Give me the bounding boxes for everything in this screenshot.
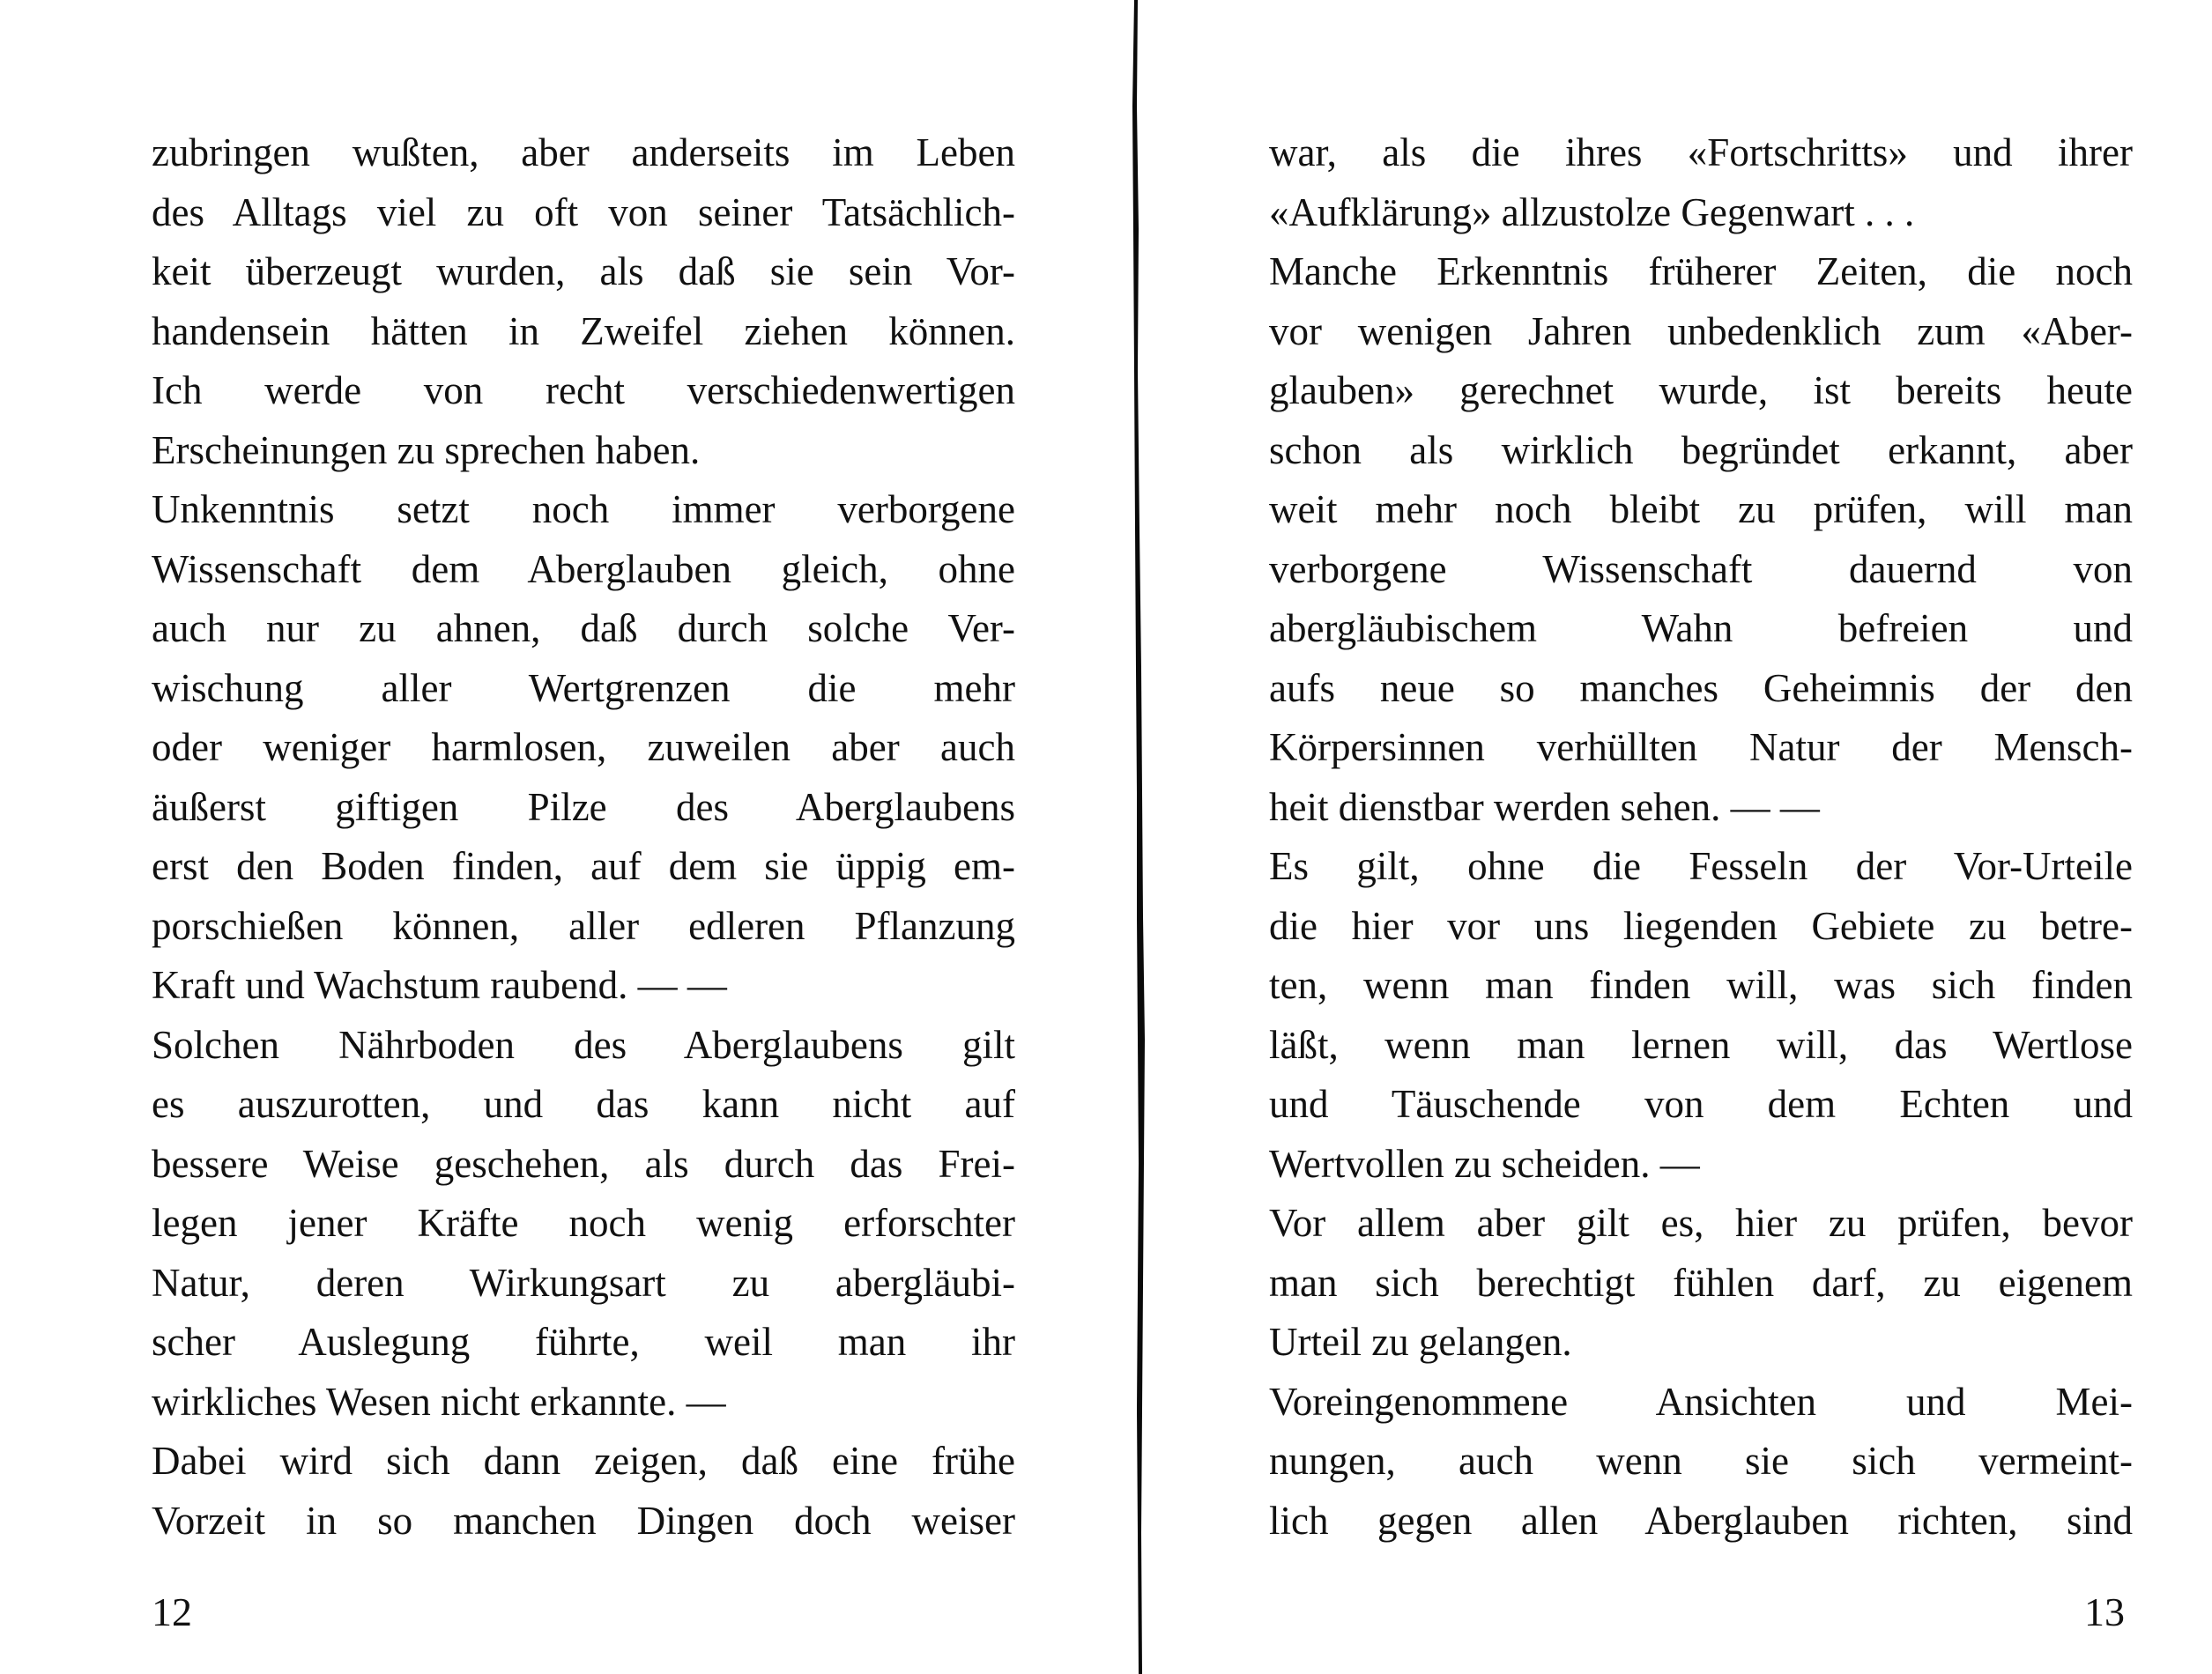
page-number-left: 12: [152, 1589, 192, 1634]
text-line: Manche Erkenntnis früherer Zeiten, die noch: [1269, 249, 2133, 293]
text-line: und Täuschende von dem Echten und: [1269, 1082, 2133, 1126]
text-line: wischung aller Wertgrenzen die mehr: [152, 665, 1015, 710]
text-line: des Alltags viel zu oft von seiner Tatsächlich-: [152, 189, 1015, 234]
left-page-text: [152, 123, 1015, 1551]
text-line: verborgene Wissenschaft dauernd von: [1269, 546, 2133, 591]
text-line: bessere Weise geschehen, als durch das Frei-: [152, 1141, 1015, 1186]
text-line: aufs neue so manches Geheimnis der den: [1269, 665, 2133, 710]
text-line: Solchen Nährboden des Aberglaubens gilt: [152, 1022, 1015, 1067]
text-line: Vor allem aber gilt es, hier zu prüfen, bevor: [1269, 1201, 2133, 1245]
text-line: äußerst giftigen Pilze des Aberglaubens: [152, 784, 1015, 829]
text-line: schon als wirklich begründet erkannt, aber: [1269, 427, 2133, 472]
text-line: wirkliches Wesen nicht erkannte. —: [152, 1379, 726, 1424]
text-line: Vorzeit in so manchen Dingen doch weiser: [152, 1498, 1015, 1543]
text-line: keit überzeugt wurden, als daß sie sein Vor-: [152, 249, 1015, 293]
text-line: nungen, auch wenn sie sich vermeint-: [1269, 1439, 2133, 1483]
text-line: läßt, wenn man lernen will, das Wertlose: [1269, 1022, 2133, 1067]
text-line: vor wenigen Jahren unbedenklich zum «Aber-: [1269, 308, 2133, 353]
right-page-text: [1269, 123, 2133, 1551]
text-line: Urteil zu gelangen.: [1269, 1320, 1572, 1364]
text-line: handensein hätten in Zweifel ziehen können.: [152, 308, 1015, 353]
text-line: oder weniger harmlosen, zuweilen aber auch: [152, 725, 1015, 769]
text-line: erst den Boden finden, auf dem sie üppig em-: [152, 844, 1015, 888]
text-line: porschießen können, aller edleren Pflanzung: [152, 903, 1015, 948]
text-line: auch nur zu ahnen, daß durch solche Ver-: [152, 606, 1015, 650]
text-line: war, als die ihres «Fortschritts» und ihrer: [1269, 130, 2133, 174]
text-line: lich gegen allen Aberglauben richten, sind: [1269, 1498, 2133, 1543]
text-line: Erscheinungen zu sprechen haben.: [152, 427, 701, 472]
text-line: weit mehr noch bleibt zu prüfen, will man: [1269, 487, 2133, 531]
text-line: Es gilt, ohne die Fesseln der Vor-Urteile: [1269, 844, 2133, 888]
text-line: glauben» gerechnet wurde, ist bereits heute: [1269, 368, 2133, 412]
gutter-shadow: [1132, 0, 1145, 1674]
text-line: Ich werde von recht verschiedenwertigen: [152, 368, 1015, 412]
text-line: zubringen wußten, aber anderseits im Leben: [152, 130, 1015, 174]
text-line: die hier vor uns liegenden Gebiete zu betre-: [1269, 903, 2133, 948]
text-line: man sich berechtigt fühlen darf, zu eigenem: [1269, 1260, 2133, 1305]
text-line: Kraft und Wachstum raubend. — —: [152, 963, 727, 1007]
text-line: «Aufklärung» allzustolze Gegenwart . . .: [1269, 189, 1915, 234]
text-line: legen jener Kräfte noch wenig erforschter: [152, 1201, 1015, 1245]
text-line: Voreingenommene Ansichten und Mei-: [1269, 1379, 2133, 1424]
text-line: Natur, deren Wirkungsart zu abergläubi-: [152, 1260, 1015, 1305]
text-line: Wissenschaft dem Aberglauben gleich, ohne: [152, 546, 1015, 591]
text-line: Unkenntnis setzt noch immer verborgene: [152, 487, 1015, 531]
text-line: Wertvollen zu scheiden. —: [1269, 1141, 1700, 1186]
text-line: Dabei wird sich dann zeigen, daß eine frühe: [152, 1439, 1015, 1483]
text-line: heit dienstbar werden sehen. — —: [1269, 784, 1820, 829]
text-line: scher Auslegung führte, weil man ihr: [152, 1320, 1015, 1364]
page-gutter: [1127, 0, 1148, 1674]
text-line: ten, wenn man finden will, was sich finden: [1269, 963, 2133, 1007]
text-line: Körpersinnen verhüllten Natur der Mensch-: [1269, 725, 2133, 769]
page-number-right: 13: [2084, 1589, 2125, 1634]
text-line: es auszurotten, und das kann nicht auf: [152, 1082, 1015, 1126]
text-line: abergläubischem Wahn befreien und: [1269, 606, 2133, 650]
